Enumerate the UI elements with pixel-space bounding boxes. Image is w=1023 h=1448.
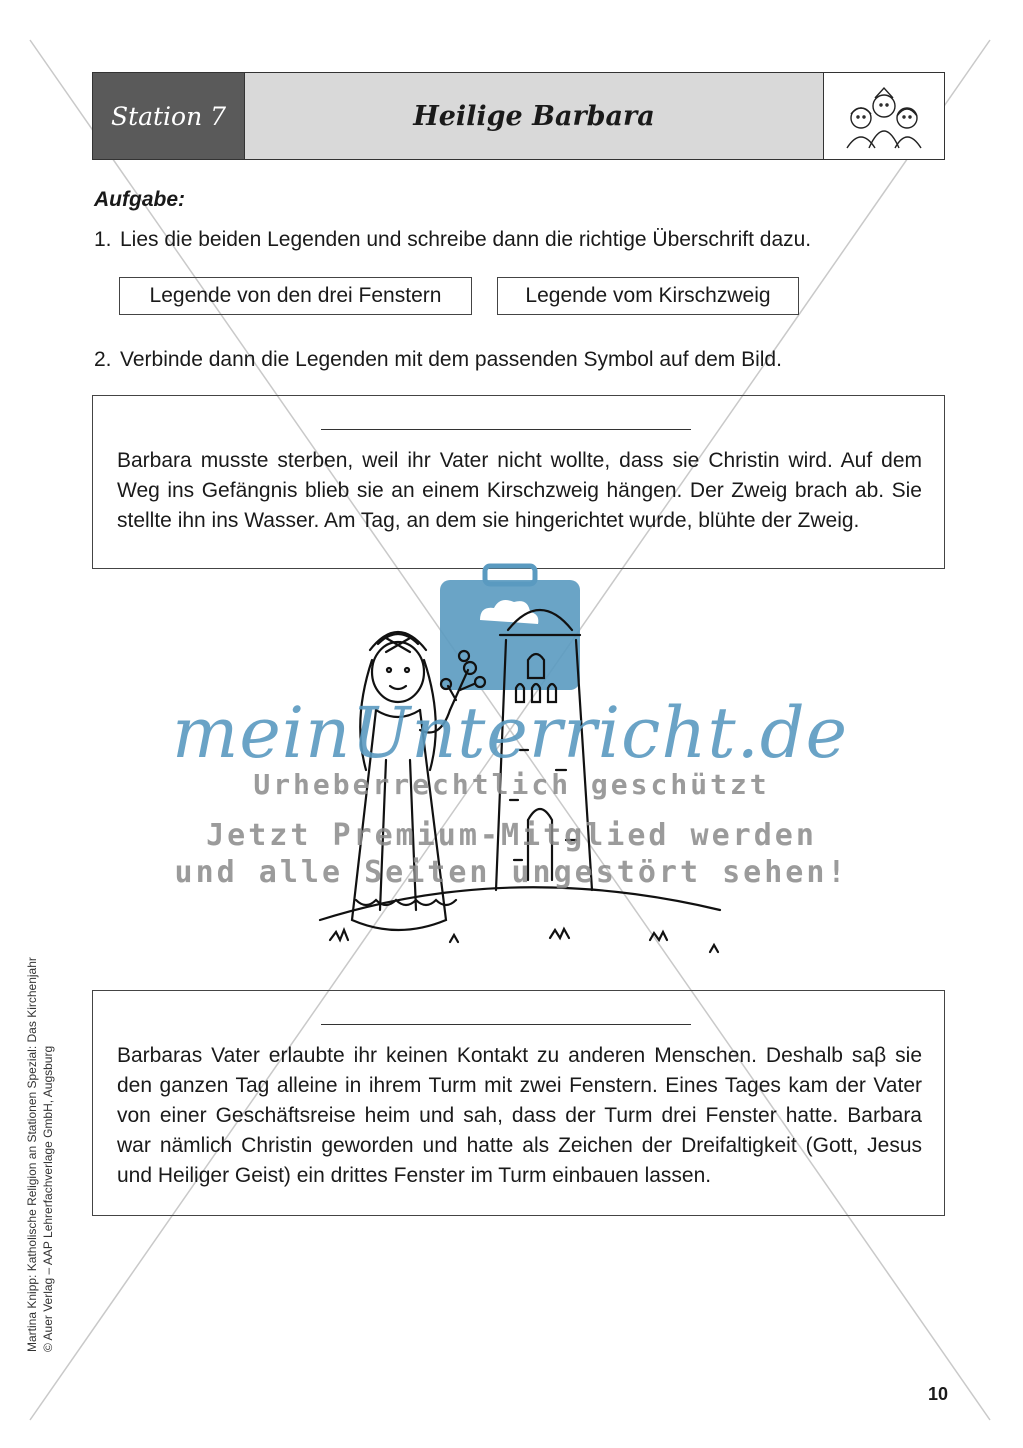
heading-choice-fenster: Legende von den drei Fenstern	[119, 277, 472, 315]
task-item-1	[94, 228, 811, 252]
watermark-premium: Jetzt Premium-Mitglied werden	[206, 818, 817, 853]
watermark-premium-2: und alle Seiten ungestört sehen!	[174, 855, 849, 890]
legend-box-2	[92, 990, 945, 1216]
task-text: Verbinde dann die Legenden mit dem passenden Symbol auf dem Bild.	[120, 348, 782, 371]
legend-box-1	[92, 395, 945, 569]
page-title: Heilige Barbara	[245, 73, 824, 159]
heading-answer-line[interactable]	[321, 1024, 691, 1025]
credit-line: Martina Knipp: Katholische Religion an Stationen Spezial: Das Kirchenjahr	[25, 957, 39, 1352]
task-text: Lies die beiden Legenden und schreibe dann die richtige Überschrift dazu.	[120, 228, 812, 251]
station-label: Station 7	[93, 73, 245, 159]
children-logo-icon	[824, 73, 944, 159]
credit-line: © Auer Verlag – AAP Lehrerfachverlage GmbH, Augsburg	[41, 1045, 55, 1352]
task-number: 1.	[94, 228, 112, 251]
watermark-url: meinUnterricht.de	[171, 692, 849, 774]
station-header	[92, 72, 945, 160]
task-heading: Aufgabe:	[94, 188, 185, 211]
heading-choice-kirschzweig: Legende vom Kirschzweig	[497, 277, 799, 315]
heading-answer-line[interactable]	[321, 429, 691, 430]
side-credit	[24, 892, 56, 1352]
watermark-copyright: Urheberrechtlich geschützt	[253, 768, 770, 801]
task-number: 2.	[94, 348, 112, 371]
page-number: 10	[927, 1384, 948, 1404]
legend-text: Barbara musste sterben, weil ihr Vater nicht wollte, dass sie Christin wird. Auf dem Weg ins Gefängnis blieb sie an einem Kirschzweig hängen. Der Zweig brach ab. Sie stellte ihn ins Wasser. Am Tag, an dem sie hingerichtet wurde, blühte der Zweig.	[117, 449, 922, 532]
legend-text: Barbaras Vater erlaubte ihr keinen Kontakt zu anderen Menschen. Deshalb saβ sie den ganzen Tag alleine in ihrem Turm mit zwei Fenstern. Eines Tages kam der Vater von einer Geschäftsreise heim und sah, dass der Turm drei Fenster hatte. Barbara war nämlich Christin geworden und hatte als Zeichen der Dreifaltigkeit (Gott, Jesus und Heiliger Geist) ein drittes Fenster im Turm einbauen lassen.	[117, 1044, 922, 1187]
task-item-2	[94, 348, 782, 372]
